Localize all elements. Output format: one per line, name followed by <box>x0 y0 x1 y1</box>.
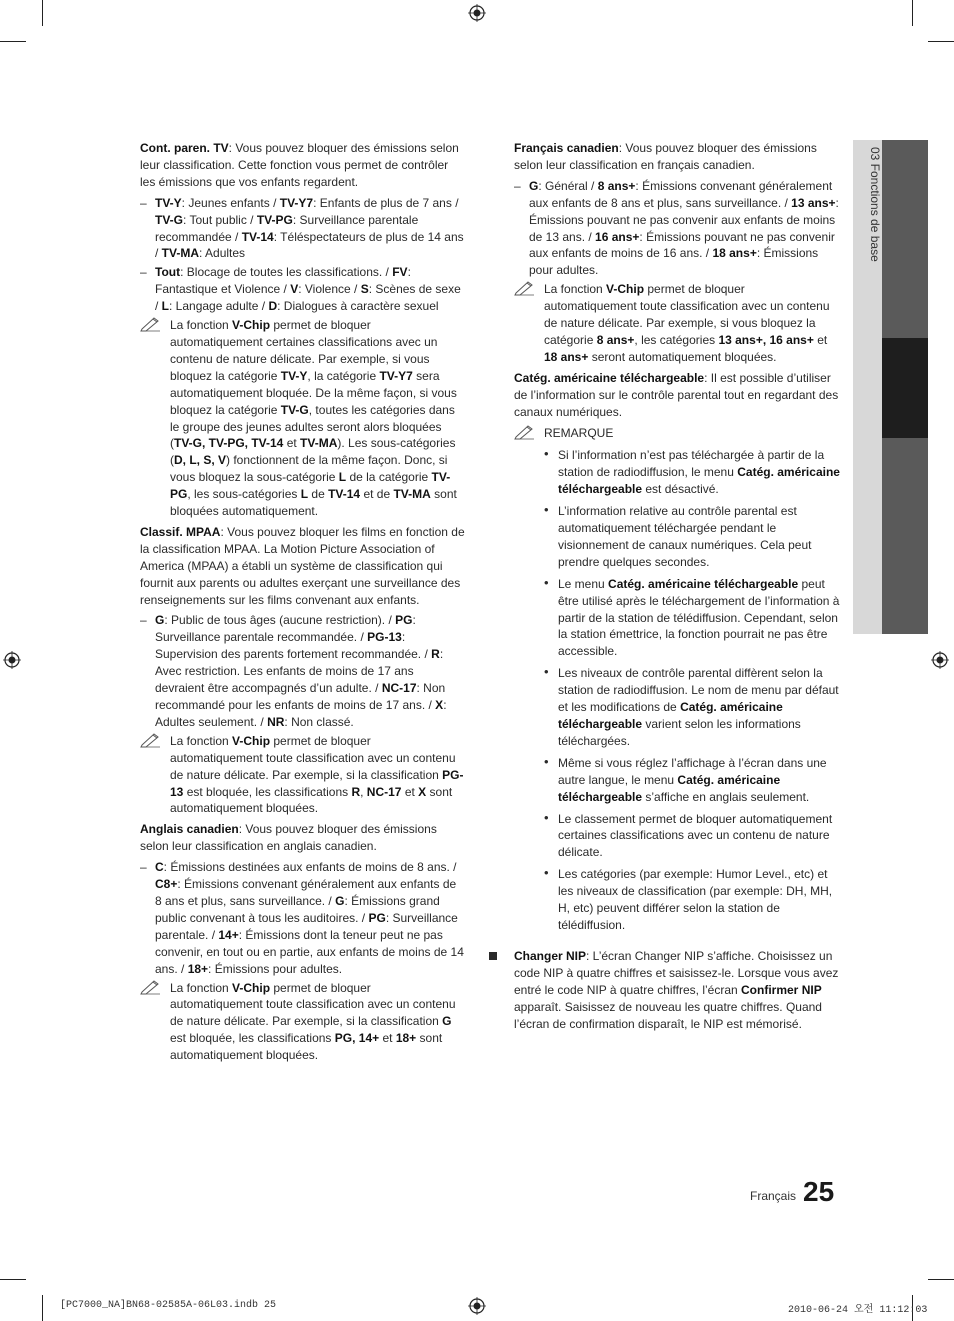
note-text: La fonction V-Chip permet de bloquer automatiquement toute classification avec un contenu de nature délicate. Par exemple, si la classification PG-13 est bloquée, les classifications R, NC-17 et X sont automatiquement bloquées. <box>170 733 464 816</box>
bold-term: TV-G, TV-PG, TV-14 <box>174 436 284 451</box>
bold-term: NC-17 <box>381 681 417 696</box>
left-column <box>140 140 466 1068</box>
bold-term: PG <box>368 910 386 925</box>
language-label: Français <box>750 1189 797 1203</box>
francais-canadien-paragraph: Français canadien: Vous pouvez bloquer des émissions selon leur classification en français canadien. <box>514 141 817 172</box>
anglais-canadien-paragraph: Anglais canadien: Vous pouvez bloquer des émissions selon leur classification en anglais canadien. <box>140 822 437 854</box>
chapter-block <box>882 140 928 338</box>
bold-term: L <box>300 487 309 502</box>
bold-term: V-Chip <box>606 282 645 297</box>
bold-term: Tout <box>155 265 181 280</box>
bold-term: Catég. américaine téléchargeable <box>558 465 840 497</box>
bold-term: L <box>338 470 347 485</box>
note-text: La fonction V-Chip permet de bloquer automatiquement toute classification avec un contenu de nature délicate. Par exemple, si vous bloquez la catégorie 8 ans+, les catégories 13 ans+, 16 ans+ et 18 ans+ seront automatiquement bloquées. <box>544 282 830 364</box>
bold-term: PG, 14+ <box>334 1031 380 1046</box>
changer-nip-text: Changer NIP: L’écran Changer NIP s’affiche. Choisissez un code NIP à quatre chiffres et saisissez-le. Lorsque vous avez entré le code NIP à quatre chiffres, l’écran Confirmer NIP apparaît. Saisissez de nouveau les quatre chiffres. Quand l’écran de confirmation disparaît, le NIP est mémorisé. <box>514 948 839 1031</box>
bullet-item: • L’information relative au contrôle parental est automatiquement téléchargée pendant le visionnement de canaux numériques. Cela peut prendre quelques secondes. <box>514 503 840 571</box>
crop-mark <box>42 1295 43 1321</box>
bold-term: Catég. américaine téléchargeable <box>608 576 799 591</box>
list-item: – C: Émissions destinées aux enfants de moins de 8 ans. / C8+: Émissions convenant généralement aux enfants de 8 ans et plus, sans surveillance. / G: Émissions grand public convenant à tous les auditoires. / PG: Surveillance parentale. / 14+: Émissions dont la teneur peut ne pas convenir, en tout ou en partie, aux enfants de moins de 14 ans. / 18+: Émissions pour adultes. <box>140 859 466 977</box>
remarque-label: REMARQUE <box>544 425 614 440</box>
registration-mark-icon <box>931 651 949 669</box>
list-item: – G: Public de tous âges (aucune restriction). / PG: Surveillance parentale recommandée. / PG-13: Supervision des parents fortement recommandée. / R: Avec restriction. Les enfants de moins de 17 ans devraient être accompagnés d’un adulte. / NC-17: Non recommandé pour les enfants de moins de 17 ans. / X: Adultes seulement. / NR: Non classé. <box>140 612 466 730</box>
bold-term: G <box>442 1014 452 1029</box>
bold-term: NC-17 <box>366 784 402 799</box>
bold-term: V-Chip <box>232 733 271 748</box>
bold-term: FV <box>392 265 408 280</box>
list-item: – TV-Y: Jeunes enfants / TV-Y7: Enfants de plus de 7 ans / TV-G: Tout public / TV-PG: Surveillance parentale recommandée / TV-14: Téléspectateurs de plus de 14 ans / TV-MA: Adultes <box>140 195 466 263</box>
note <box>140 733 466 818</box>
note <box>514 281 840 366</box>
bold-term: TV-Y <box>155 195 182 210</box>
bold-term: TV-14 <box>241 229 274 244</box>
bold-term: TV-G <box>155 212 184 227</box>
paragraph-text: : Vous pouvez bloquer des émissions selon leur classification. Cette fonction vous permet de contrôler les émissions que vos enfants regardent. <box>140 141 459 189</box>
bold-term: L <box>161 299 170 314</box>
note-text: La fonction V-Chip permet de bloquer automatiquement certaines classifications avec un contenu de nature délicate. Par exemple, si vous bloquez la catégorie TV-Y, la catégorie TV-Y7 sera automatiquement bloquée. De la même façon, si vous bloquez la catégorie TV-G, toutes les catégories dans le groupe des jeunes adultes seront alors bloquées (TV-G, TV-PG, TV-14 et TV-MA). Les sous-catégories (D, L, S, V) fonctionnent de la même façon. Donc, si vous bloquez la sous-catégorie L de la catégorie TV-PG, les sous-catégories L de TV-14 et de TV-MA sont bloquées automatiquement. <box>170 318 457 519</box>
bold-term: Français canadien <box>514 141 619 155</box>
bold-term: 13 ans+, 16 ans+ <box>718 332 814 347</box>
bold-term: V-Chip <box>232 318 271 333</box>
bold-term: Anglais canadien <box>140 822 239 837</box>
pencil-note-icon <box>140 979 162 995</box>
bold-term: NR <box>267 714 285 729</box>
bold-term: 14+ <box>218 927 239 942</box>
bold-term: TV-14 <box>328 487 361 502</box>
crop-mark <box>912 0 913 26</box>
bold-term: R <box>351 784 361 799</box>
right-column <box>514 140 840 1032</box>
pencil-note-icon <box>140 732 162 748</box>
bold-term: Catég. américaine téléchargeable <box>514 370 705 385</box>
changer-nip-item <box>489 948 840 1033</box>
bullet-item: • Même si vous réglez l’affichage à l’écran dans une autre langue, le menu Catég. américaine téléchargeable s’affiche en anglais seulement. <box>514 755 840 806</box>
bold-term: V-Chip <box>232 980 271 995</box>
note-text: La fonction V-Chip permet de bloquer automatiquement toute classification avec un contenu de nature délicate. Par exemple, si la classification G est bloquée, les classifications PG, 14+ et 18+ sont automatiquement bloquées. <box>170 980 456 1063</box>
bold-term: 18 ans+ <box>544 349 589 364</box>
bullet-item: • Les catégories (par exemple: Humor Level., etc) et les niveaux de classification (par exemple: DH, MH, H, etc) peuvent différer selon la station de télédiffusion. <box>514 866 840 934</box>
bold-term: R <box>431 647 440 662</box>
bold-term: X <box>418 784 427 799</box>
bold-term: TV-G <box>280 402 309 417</box>
registration-mark-icon <box>468 1297 486 1315</box>
bullet-item: • Le classement permet de bloquer automatiquement certaines classifications avec un contenu de nature délicate. <box>514 811 840 862</box>
pencil-note-icon <box>140 316 162 332</box>
bold-term: 8 ans+ <box>596 332 635 347</box>
bold-term: G <box>155 613 165 628</box>
crop-mark <box>42 0 43 26</box>
bold-term: TV-MA <box>393 487 431 502</box>
bold-term: C <box>155 860 164 875</box>
bold-term: 18+ <box>395 1031 417 1046</box>
remarque-note <box>514 425 840 442</box>
bullet-item: • Le menu Catég. américaine téléchargeable peut être utilisé après le téléchargement de l’information à partir de la station de télédiffusion. Cependant, selon la station émettrice, la fonction pourrait ne pas être accessible. <box>514 576 840 661</box>
bold-term: TV-MA <box>300 436 338 451</box>
cont-paren-paragraph <box>140 140 466 191</box>
bold-term: Catég. américaine téléchargeable <box>558 700 783 731</box>
chapter-block <box>882 438 928 634</box>
bullet-item: • Les niveaux de contrôle parental diffèrent selon la station de radiodiffusion. Le nom de menu par défaut et les modifications de Catég. américaine téléchargeable varient selon les informations téléchargées. <box>514 665 840 750</box>
bold-term: D <box>268 299 278 314</box>
bold-term: 13 ans+ <box>791 195 836 210</box>
note <box>140 980 466 1065</box>
crop-mark <box>0 1279 26 1280</box>
bold-term: Catég. américaine téléchargeable <box>558 772 781 804</box>
bold-term: V <box>290 282 299 297</box>
bold-term: PG-13 <box>170 767 464 799</box>
bold-term: S <box>360 282 369 297</box>
bold-term: G <box>335 893 345 908</box>
bold-term: Classif. MPAA <box>140 524 221 539</box>
registration-mark-icon <box>468 4 486 22</box>
bold-term: TV-MA <box>161 246 200 261</box>
bold-term: PG-13 <box>367 630 402 645</box>
bold-term: X <box>435 698 444 712</box>
page-number: 25 <box>803 1176 835 1207</box>
bold-term: 16 ans+ <box>595 229 640 244</box>
classif-mpaa-paragraph: Classif. MPAA: Vous pouvez bloquer les films en fonction de la classification MPAA. La Motion Picture Association of America (MPAA) a établi un système de classification qui fournit aux parents ou adultes exerçant une surveillance des renseignements sur les films convenant aux enfants. <box>140 524 465 607</box>
bold-term: TV-PG <box>170 470 451 502</box>
registration-mark-icon <box>3 651 21 669</box>
term: Cont. paren. TV <box>140 141 229 155</box>
print-datetime: 2010-06-24 오전 11:12:03 <box>788 1305 928 1316</box>
bold-term: TV-Y7 <box>279 195 314 210</box>
bold-term: Confirmer NIP <box>741 982 822 997</box>
file-info: [PC7000_NA]BN68-02585A-06L03.indb 25 <box>60 1300 277 1311</box>
pencil-note-icon <box>514 424 536 440</box>
bullet-item: • Si l’information n’est pas téléchargée à partir de la station de radiodiffusion, le menu Catég. américaine téléchargeable est désactivé. <box>514 447 840 498</box>
bold-term: 18+ <box>187 961 209 976</box>
square-bullet-icon <box>489 952 497 960</box>
bold-term: C8+ <box>155 877 178 892</box>
pencil-note-icon <box>514 280 536 296</box>
bold-term: D, L, S, V <box>174 453 227 468</box>
chapter-label: 03 Fonctions de base <box>868 147 882 262</box>
bold-term: G <box>529 178 539 193</box>
bold-term: TV-Y7 <box>379 368 413 383</box>
categ-americaine-paragraph: Catég. américaine téléchargeable: Il est possible d’utiliser de l’information sur le contrôle parental tout en regardant des canaux numériques. <box>514 370 839 419</box>
chapter-block-active <box>882 338 928 438</box>
crop-mark <box>0 41 26 42</box>
note <box>140 317 466 520</box>
bold-term: PG <box>395 613 413 628</box>
bold-term: TV-PG <box>256 212 293 227</box>
bold-term: TV-Y <box>280 368 308 383</box>
crop-mark <box>928 1279 954 1280</box>
list-item: – G: Général / 8 ans+: Émissions convenant généralement aux enfants de 8 ans et plus, sans surveillance. / 13 ans+: Émissions pouvant ne pas convenir aux enfants de moins de 13 ans. / 16 ans+: Émissions pouvant ne pas convenir aux enfants de moins de 16 ans. / 18 ans+: Émissions pour adultes. <box>514 178 840 279</box>
bold-term: Changer NIP <box>514 948 587 963</box>
crop-mark <box>928 41 954 42</box>
list-item: – Tout: Blocage de toutes les classifications. / FV: Fantastique et Violence / V: Violence / S: Scènes de sexe / L: Langage adulte / D: Dialogues à caractère sexuel <box>140 264 466 315</box>
bold-term: 18 ans+ <box>712 246 757 261</box>
bold-term: 8 ans+ <box>597 178 636 193</box>
